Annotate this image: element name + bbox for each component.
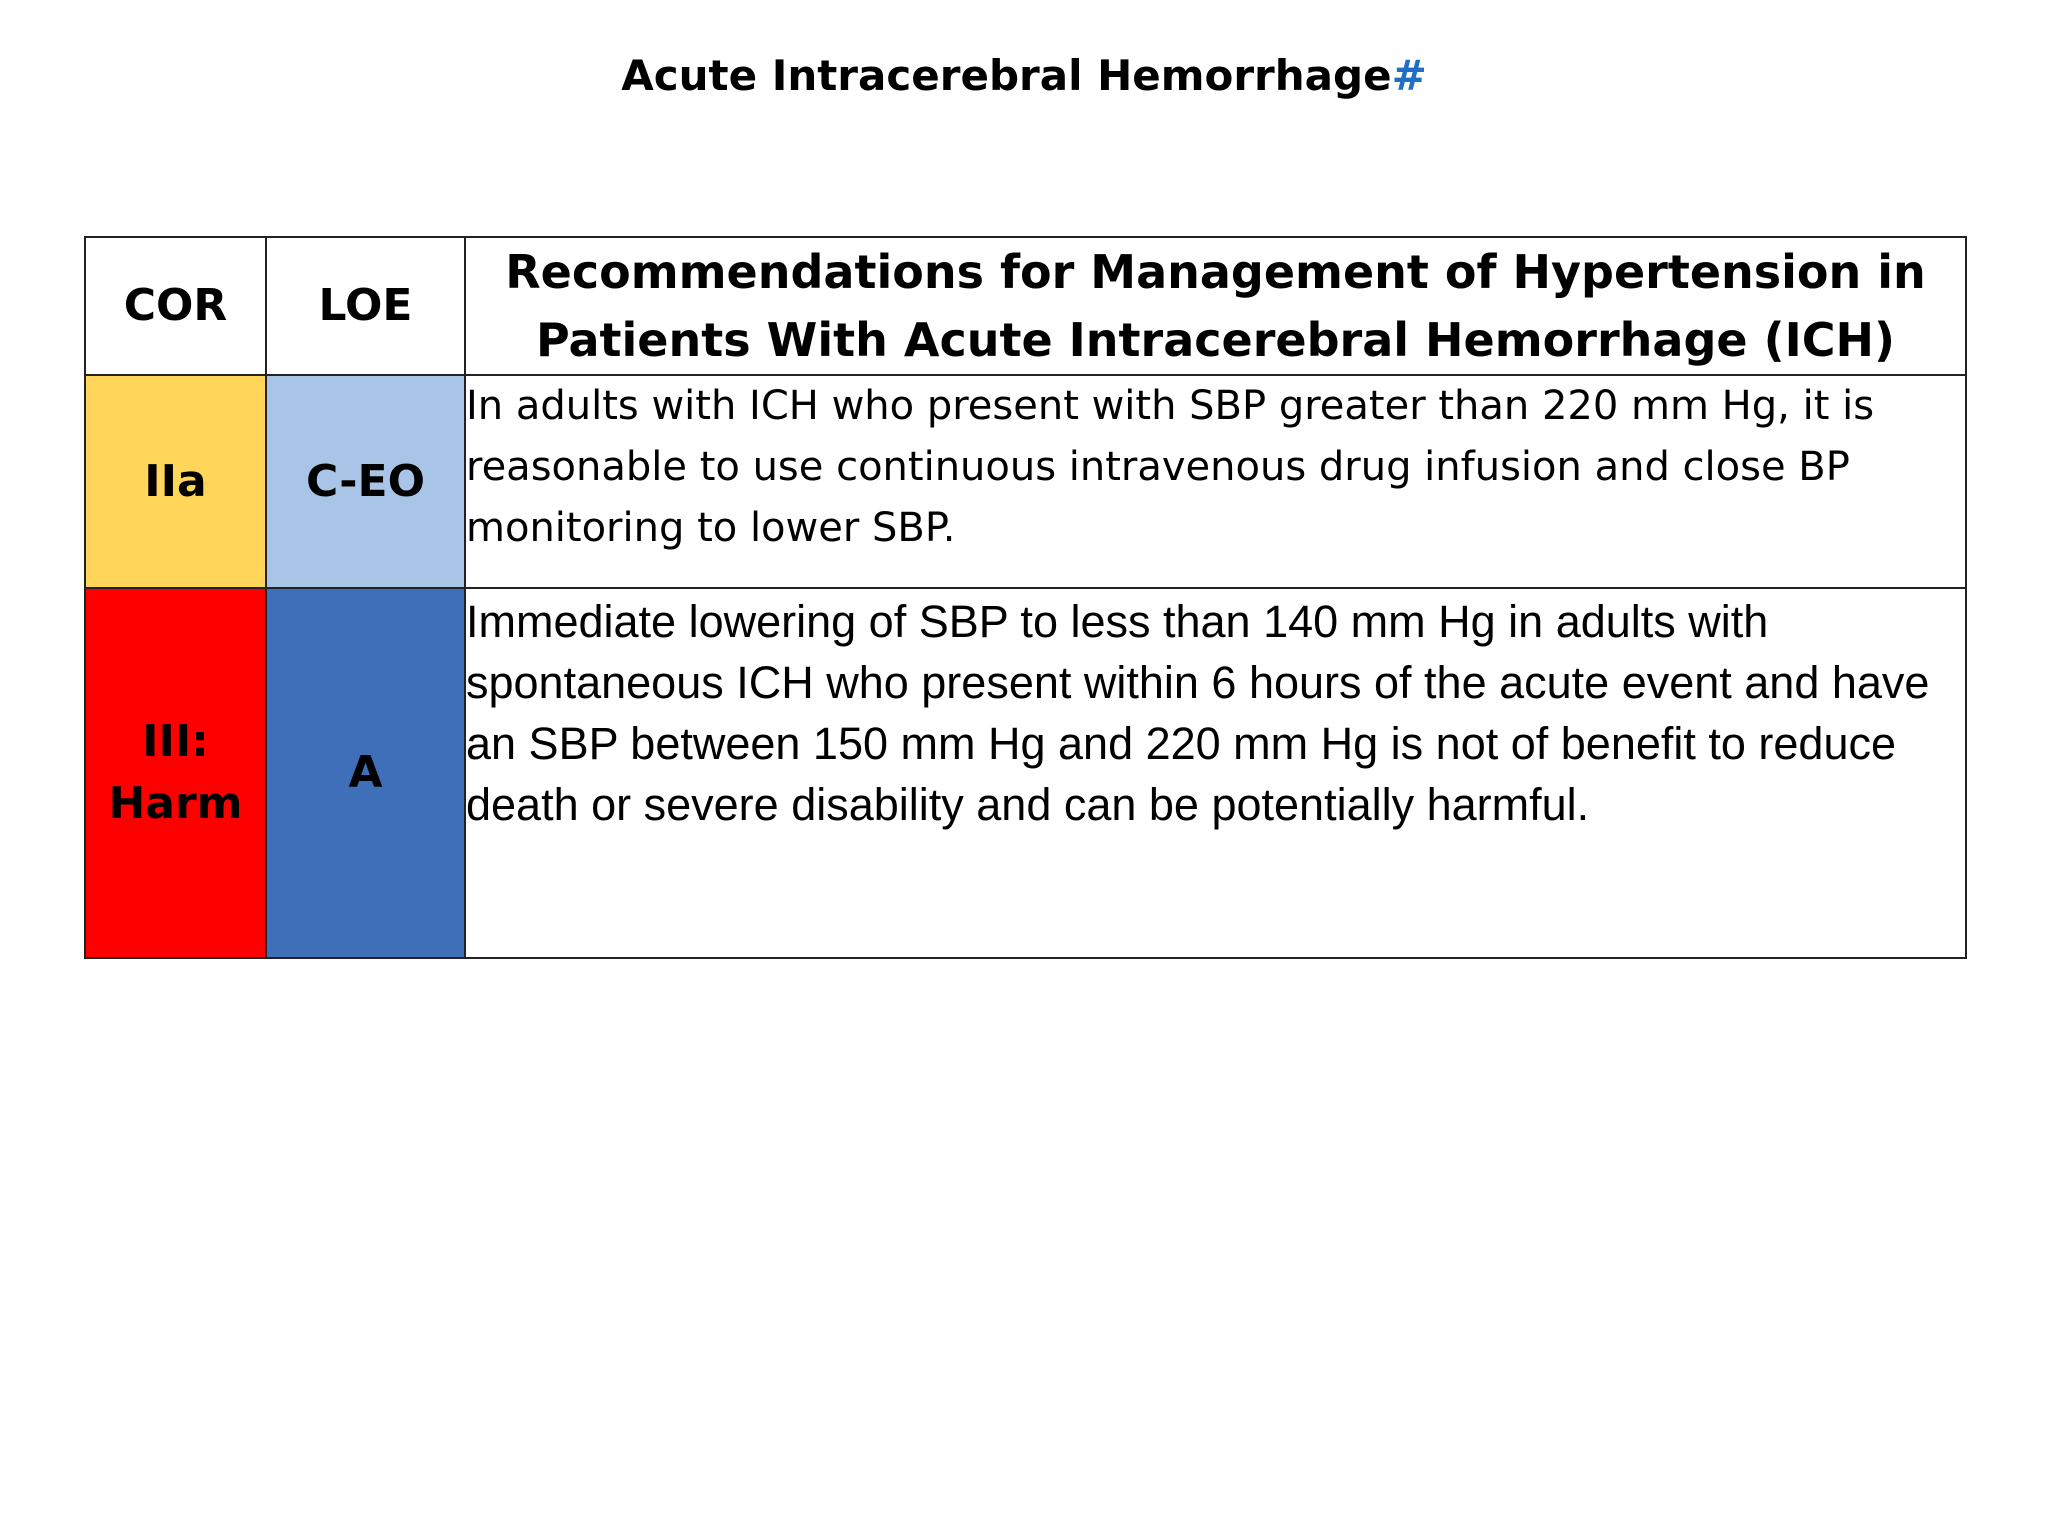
header-cor: COR bbox=[85, 237, 266, 375]
table-row bbox=[85, 588, 1966, 958]
slide-title bbox=[0, 46, 2048, 106]
table-header-row bbox=[85, 237, 1966, 375]
table-row bbox=[85, 375, 1966, 588]
loe-cell: A bbox=[266, 588, 465, 958]
title-text: Acute Intracerebral Hemorrhage bbox=[621, 51, 1392, 100]
header-loe: LOE bbox=[266, 237, 465, 375]
cor-cell bbox=[85, 588, 266, 958]
recommendations-table bbox=[84, 236, 1967, 959]
title-marker: # bbox=[1391, 51, 1427, 100]
cor-label-line2: Harm bbox=[108, 778, 243, 829]
cor-cell: IIa bbox=[85, 375, 266, 588]
header-recommendation: Recommendations for Management of Hypertension in Patients With Acute Intracerebral Hemorrhage (ICH) bbox=[465, 237, 1966, 375]
recommendation-text: Immediate lowering of SBP to less than 140 mm Hg in adults with spontaneous ICH who present within 6 hours of the acute event and have an SBP between 150 mm Hg and 220 mm Hg is not of benefit to reduce death or severe disability and can be potentially harmful. bbox=[465, 588, 1966, 958]
recommendation-text: In adults with ICH who present with SBP greater than 220 mm Hg, it is reasonable to use continuous intravenous drug infusion and close BP monitoring to lower SBP. bbox=[465, 375, 1966, 588]
loe-cell: C-EO bbox=[266, 375, 465, 588]
cor-label-line1: III: bbox=[142, 716, 209, 767]
